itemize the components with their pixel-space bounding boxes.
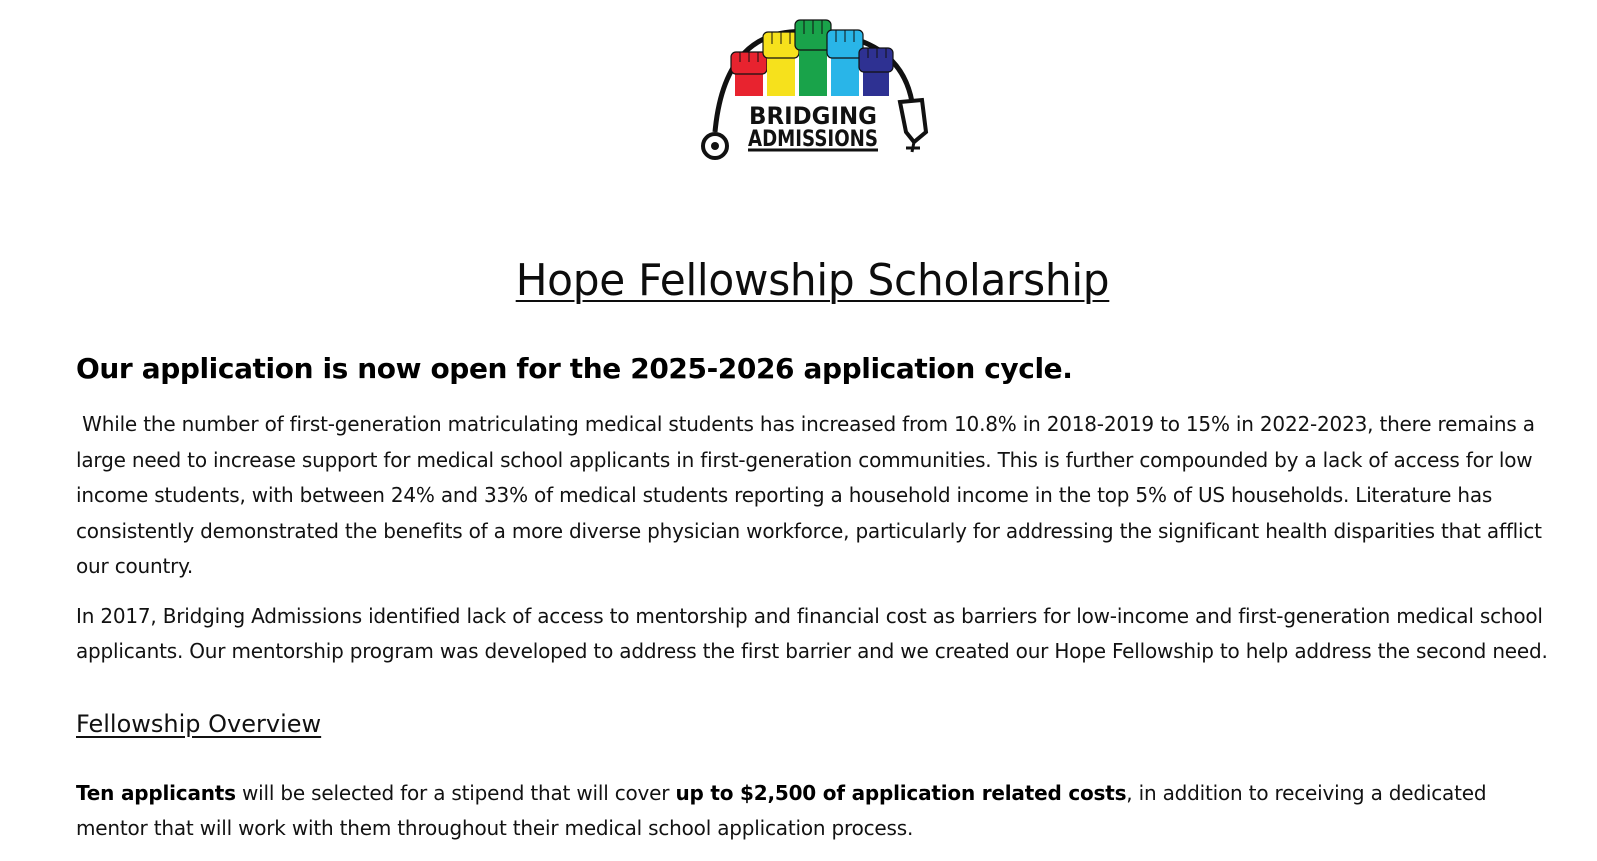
red-fist-icon [731, 52, 767, 96]
navy-fist-icon [859, 48, 893, 96]
logo-line-1: BRIDGING [749, 102, 877, 130]
yellow-fist-icon [763, 32, 799, 96]
application-open-announcement: Our application is now open for the 2025-2026 application cycle. [76, 352, 1073, 385]
overview-paragraph [76, 776, 1556, 847]
bridging-admissions-logo [700, 14, 935, 164]
logo-line-2: ADMISSIONS [748, 127, 878, 152]
main-content [76, 352, 1556, 861]
overview-text-1: will be selected for a stipend that will cover [235, 780, 676, 805]
stethoscope-earpiece-icon [900, 100, 926, 152]
applicant-count: Ten applicants [76, 780, 236, 805]
intro-paragraph: While the number of first-generation matriculating medical students has increased from 10.8% in 2018-2019 to 15% in 2022-2023, there remains a large need to increase support for medical school applicants in first-generation communities. This is further compounded by a lack of access for low income students, with between 24% and 33% of medical students reporting a household income in the top 5% of US households. Literature has consistently demonstrated the benefits of a more diverse physician workforce, particularly for addressing the significant health disparities that afflict our country. [76, 412, 1548, 578]
history-paragraph: In 2017, Bridging Admissions identified lack of access to mentorship and financial cost as barriers for low-income and first-generation medical school applicants. Our mentorship program was developed to address the first barrier and we created our Hope Fellowship to help address the second need. [76, 603, 1548, 663]
page-title: Hope Fellowship Scholarship [515, 255, 1110, 306]
blue-fist-icon [827, 30, 863, 96]
overview-text-2: , in addition to receiving a dedicated mentor that will work with them throughout their medical school application process. [76, 780, 1487, 840]
fellowship-overview-heading: Fellowship Overview [76, 709, 322, 738]
stipend-amount: up to $2,500 of application related costs [675, 780, 1127, 805]
green-fist-icon [795, 20, 831, 96]
